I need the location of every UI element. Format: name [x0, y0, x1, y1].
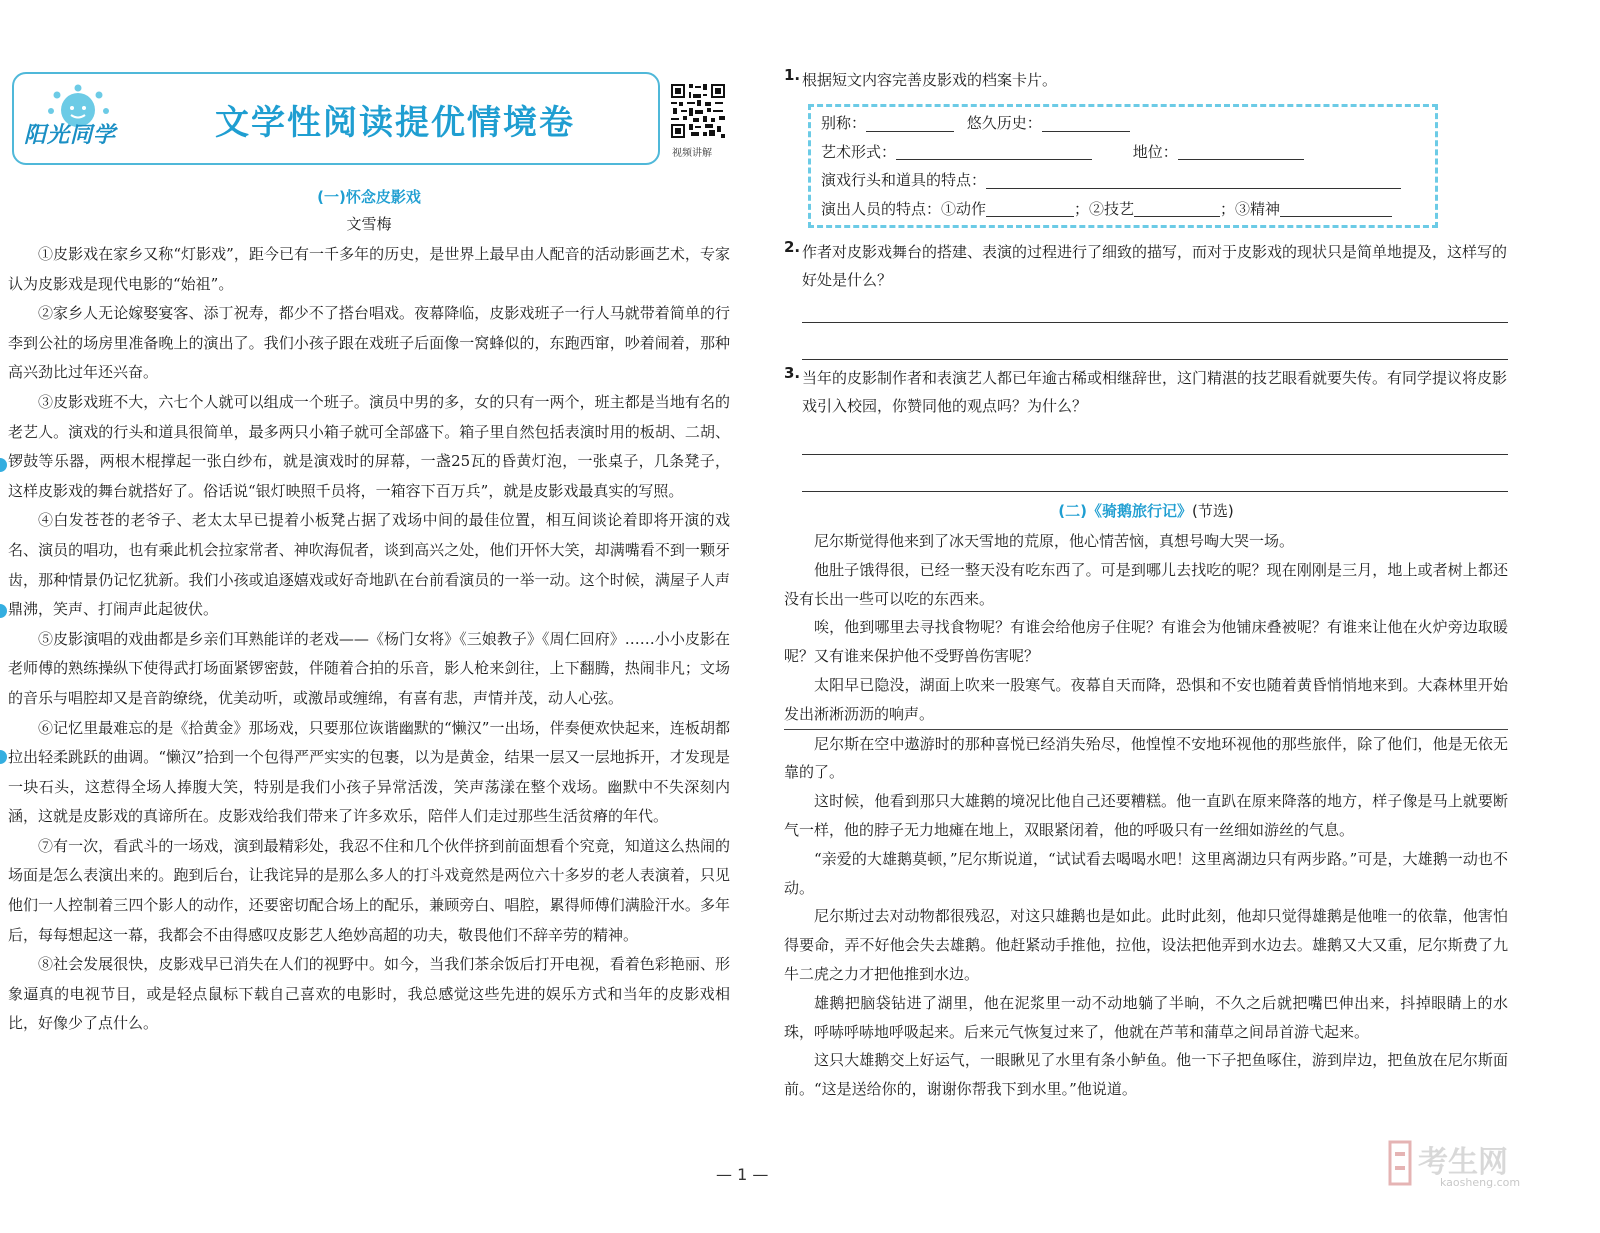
archive-card	[808, 104, 1438, 228]
paragraph-p2-3: 唉，他到哪里去寻找食物呢？有谁会给他房子住呢？有谁会为他铺床叠被呢？有谁来让他在火炉旁边取暖呢？又有谁来保护他不受野兽伤害呢？	[784, 618, 1508, 666]
art-form-label: 艺术形式：	[821, 142, 897, 161]
answer-line[interactable]	[802, 491, 1508, 492]
paragraph-p2-9: 雄鹅把脑袋钻进了湖里，他在泥浆里一动不动地躺了半晌，不久之后就把嘴巴伸出来，抖掉眼睛上的水珠，呼哧呼哧地呼吸起来。后来元气恢复过来了，他就在芦苇和蒲草之间昂首游弋起来。	[784, 993, 1508, 1041]
action-blank[interactable]	[986, 200, 1074, 217]
paragraph-5: ⑤皮影演唱的戏曲都是乡亲们耳熟能详的老戏——《杨门女将》《三娘教子》《周仁回府》……小小皮影在老师傅的熟练操纵下使得武打场面紧锣密鼓，伴随着合拍的乐音，影人枪来剑往，上下翻腾，热闹非凡；文场的音乐与唱腔却又是音韵缭绕，优美动听，或激昂或缠绵，有喜有悲，声情并茂，动人心弦。	[8, 629, 730, 707]
status-blank[interactable]	[1178, 143, 1304, 160]
margin-marker	[0, 750, 7, 764]
skill-blank[interactable]	[1134, 200, 1220, 217]
alias-label: 别称：	[821, 114, 867, 132]
paragraph-1: ①皮影戏在家乡又称“灯影戏”，距今已有一千多年的历史，是世界上最早由人配音的活动影画艺术，专家认为皮影戏是现代电影的“始祖”。	[8, 245, 730, 293]
passage-2-title-text: 《骑鹅旅行记》	[1086, 502, 1192, 520]
paragraph-p2-1: 尼尔斯觉得他来到了冰天雪地的荒原，他心情苦恼，真想号啕大哭一场。	[814, 532, 1295, 550]
answer-line[interactable]	[802, 454, 1508, 455]
question-2-text: 作者对皮影戏舞台的搭建、表演的过程进行了细致的描写，而对于皮影戏的现状只是简单地提及，这样写的好处是什么？	[802, 243, 1508, 289]
passage-1-author: 文雪梅	[346, 215, 392, 233]
status-label: 地位：	[1132, 142, 1178, 161]
alias-blank[interactable]	[866, 115, 954, 132]
paragraph-8: ⑧社会发展很快，皮影戏早已消失在人们的视野中。如今，当我们茶余饭后打开电视，看着色彩艳丽、形象逼真的电视节目，或是轻点鼠标下载自己喜欢的电影时，我总感觉这些先进的娱乐方式和当年的皮影戏相比，好像少了点什么。	[8, 955, 730, 1033]
question-1-text: 根据短文内容完善皮影戏的档案卡片。	[802, 71, 1058, 89]
passage-1	[8, 186, 730, 1039]
performers-label: 演出人员的特点：①动作	[821, 199, 987, 218]
margin-marker	[0, 604, 7, 618]
question-3-text: 当年的皮影制作者和表演艺人都已年逾古稀或相继辞世，这门精湛的技艺眼看就要失传。有同学提议将皮影戏引入校园，你赞同他的观点吗？为什么？	[802, 369, 1508, 415]
paragraph-p2-10: 这只大雄鹅交上好运气，一眼瞅见了水里有条小鲈鱼。他一下子把鱼啄住，游到岸边，把鱼放在尼尔斯面前。“这是送给你的，谢谢你帮我下到水里。”他说道。	[784, 1051, 1508, 1099]
question-1-number: 1.	[784, 66, 801, 84]
paragraph-p2-6: 这时候，他看到那只大雄鹅的境况比他自己还要糟糕。他一直趴在原来降落的地方，样子像是马上就要断气一样，他的脖子无力地瘫在地上，双眼紧闭着，他的呼吸只有一丝细如游丝的气息。	[784, 792, 1508, 839]
question-1	[784, 66, 1508, 94]
passage-1-number: (一)	[317, 188, 346, 206]
paragraph-p2-7: “亲爱的大雄鹅莫顿，”尼尔斯说道，“试试看去喝喝水吧！这里离湖边只有两步路。”可是，大雄鹅一动也不动。	[784, 849, 1508, 897]
history-blank[interactable]	[1042, 115, 1130, 132]
props-label: 演戏行头和道具的特点：	[821, 171, 987, 189]
art-form-blank[interactable]	[896, 143, 1092, 160]
passage-1-title-text: 怀念皮影戏	[345, 188, 421, 206]
question-2-number: 2.	[784, 238, 801, 256]
qr-code-icon[interactable]	[669, 82, 727, 140]
logo-text: 阳光同学	[24, 123, 117, 148]
paragraph-p2-2: 他肚子饿得很，已经一整天没有吃东西了。可是到哪儿去找吃的呢？现在刚刚是三月，地上或者树上都还没有长出一些可以吃的东西来。	[784, 560, 1508, 608]
spirit-blank[interactable]	[1280, 200, 1392, 217]
paragraph-3: ③皮影戏班不大，六七个人就可以组成一个班子。演员中男的多，女的只有一两个，班主都是当地有名的老艺人。演戏的行头和道具很简单，最多两只小箱子就可全部盛下。箱子里自然包括表演时用的板胡、二胡、锣鼓等乐器，两根木棍撑起一张白纱布，就是演戏时的屏幕，一盏25瓦的昏黄灯泡，一张桌子，几条凳子，这样皮影戏的舞台就搭好了。俗话说“银灯映照千员将，一箱容下百万兵”，就是皮影戏最真实的写照。	[8, 392, 730, 500]
paragraph-2: ②家乡人无论嫁娶宴客、添丁祝寿，都少不了搭台唱戏。夜幕降临，皮影戏班子一行人马就带着简单的行李到公社的场房里准备晚上的演出了。我们小孩子跟在戏班子后面像一窝蜂似的，东跑西窜，吵着闹着，那种高兴劲比过年还兴奋。	[8, 304, 730, 382]
page-title: 文学性阅读提优情境卷	[215, 103, 575, 143]
qr-caption: 视频讲解	[672, 148, 712, 159]
props-blank[interactable]	[986, 172, 1401, 189]
paragraph-p2-5: 尼尔斯在空中遨游时的那种喜悦已经消失殆尽，他惶惶不安地环视他的那些旅伴，除了他们，他是无依无靠的了。	[784, 734, 1508, 782]
page-number: — 1 —	[716, 1165, 769, 1184]
answer-line[interactable]	[802, 359, 1508, 360]
passage-2-number: (二)	[1058, 502, 1087, 520]
skill-label: ；②技艺	[1074, 199, 1135, 218]
question-2	[784, 238, 1508, 294]
paragraph-6: ⑥记忆里最难忘的是《拾黄金》那场戏，只要那位诙谐幽默的“懒汉”一出场，伴奏便欢快起来，连板胡都拉出轻柔跳跃的曲调。“懒汉”拾到一个包得严严实实的包裹，以为是黄金，结果一层又一层地拆开，才发现是一块石头，这惹得全场人捧腹大笑，特别是我们小孩子异常活泼，笑声荡漾在整个戏场。幽默中不失深刻内涵，这就是皮影戏的真谛所在。皮影戏给我们带来了许多欢乐，陪伴人们走过那些生活贫瘠的年代。	[8, 718, 730, 826]
margin-marker	[0, 458, 7, 472]
history-label: 悠久历史：	[966, 114, 1042, 132]
paragraph-p2-8: 尼尔斯过去对动物都很残忍，对这只雄鹅也是如此。此时此刻，他却只觉得雄鹅是他唯一的依靠，他害怕得要命，弄不好他会失去雄鹅。他赶紧动手推他，拉他，设法把他弄到水边去。雄鹅又大又重，尼尔斯费了九牛二虎之力才把他推到水边。	[784, 907, 1508, 983]
passage-1-title	[8, 186, 730, 207]
watermark-logo-icon	[1388, 1138, 1412, 1188]
watermark-text: 考生网	[1418, 1145, 1508, 1180]
paragraph-7: ⑦有一次，看武斗的一场戏，演到最精彩处，我忍不住和几个伙伴挤到前面想看个究竟，知道这么热闹的场面是怎么表演出来的。跑到后台，让我诧异的是那么多人的打斗戏竟然是两位六十多岁的老人表演着，只见他们一人控制着三四个影人的动作，还要密切配合场上的配乐，兼顾旁白、唱腔，累得师傅们满脸汗水。多年后，每每想起这一幕，我都会不由得感叹皮影艺人绝妙高超的功夫，敬畏他们不辞辛劳的精神。	[8, 836, 730, 944]
watermark-url: kaosheng.com	[1440, 1176, 1521, 1189]
paragraph-p2-4: 太阳早已隐没，湖面上吹来一股寒气。夜幕自天而降，恐惧和不安也随着黄昏悄悄地来到。大森林里开始发出淅淅沥沥的响声。	[784, 671, 1508, 730]
question-3	[784, 364, 1508, 420]
spirit-label: ；③精神	[1220, 199, 1281, 218]
paragraph-4: ④白发苍苍的老爷子、老太太早已提着小板凳占据了戏场中间的最佳位置，相互间谈论着即将开演的戏名、演员的唱功，也有乘此机会拉家常者、神吹海侃者，谈到高兴之处，他们开怀大笑，却满嘴看不到一颗牙齿，那种情景仍记忆犹新。我们小孩或追逐嬉戏或好奇地趴在台前看演员的一举一动。这个时候，满屋子人声鼎沸，笑声、打闹声此起彼伏。	[8, 511, 730, 619]
questions-and-passage-2	[784, 66, 1508, 1104]
answer-line[interactable]	[802, 322, 1508, 323]
passage-2-title	[784, 500, 1508, 521]
passage-2-title-suffix: (节选)	[1192, 502, 1234, 520]
question-3-number: 3.	[784, 364, 801, 382]
